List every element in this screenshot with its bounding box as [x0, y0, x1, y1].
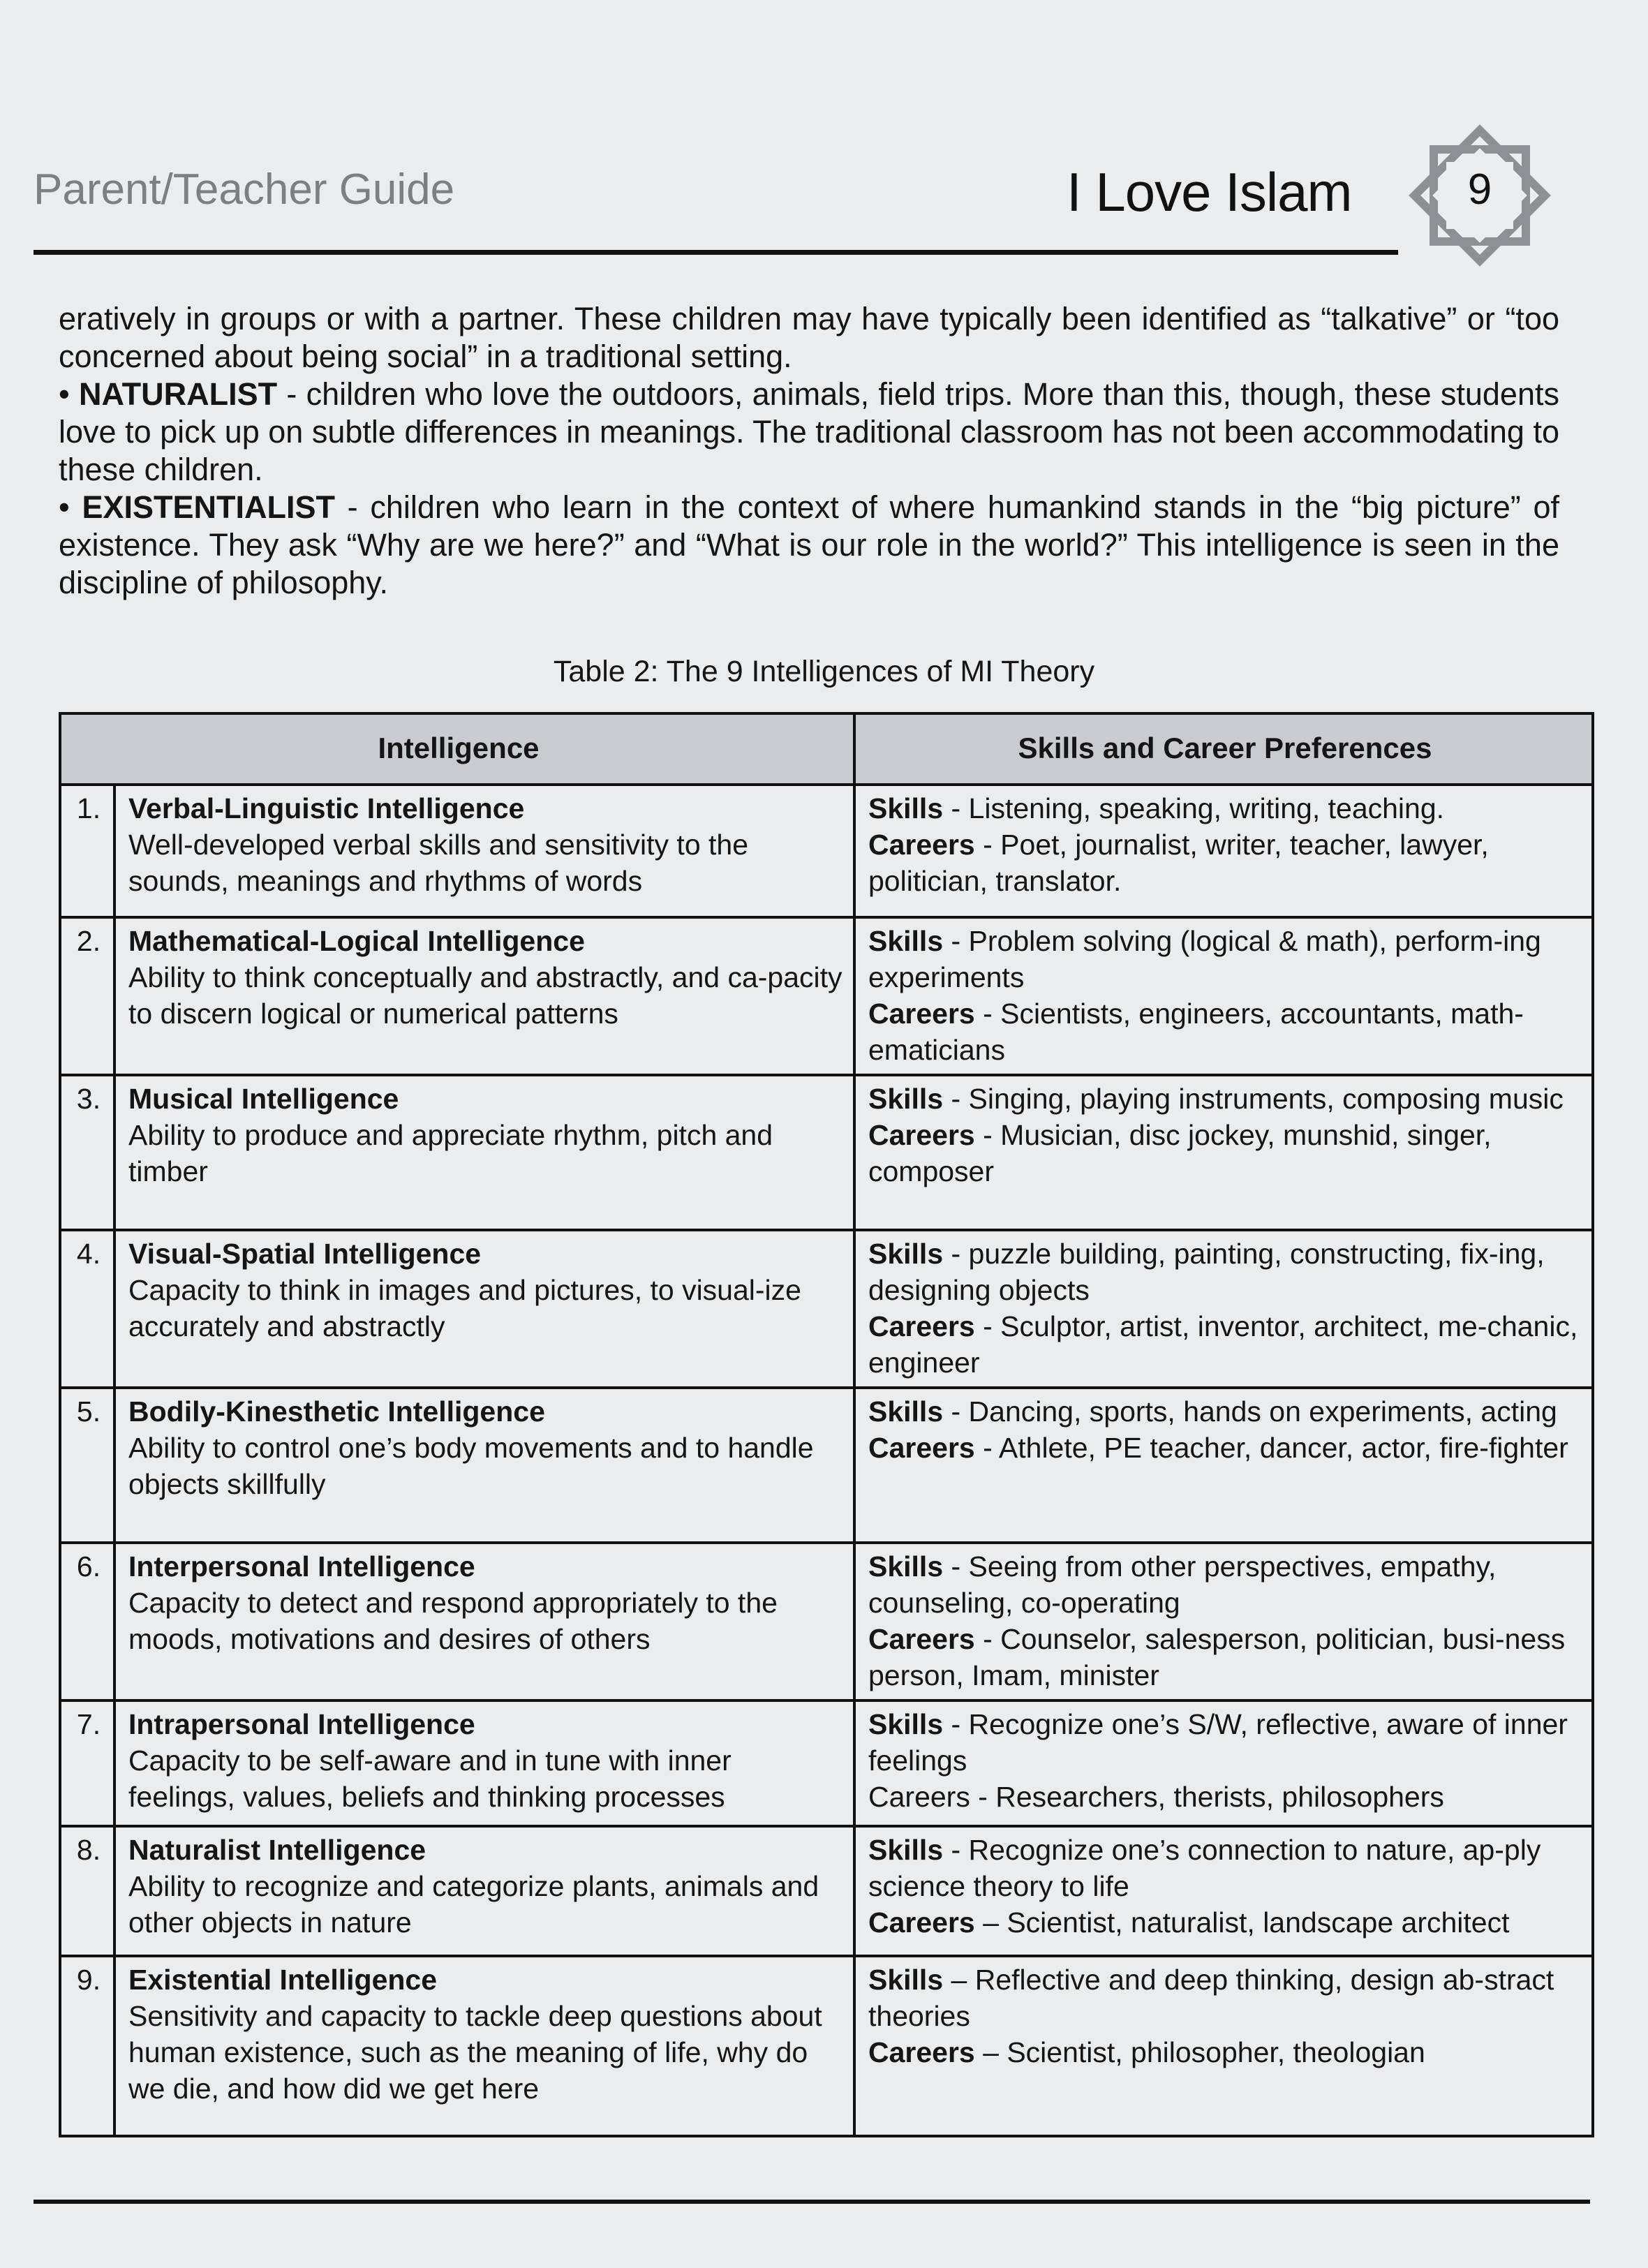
skills-text: - Recognize one’s connection to nature, ap-ply science theory to life — [868, 1834, 1541, 1902]
skills-text: - puzzle building, painting, constructing, fix-ing, designing objects — [868, 1238, 1545, 1306]
careers-text: – Scientist, naturalist, landscape architect — [974, 1906, 1510, 1939]
row-number: 3. — [60, 1075, 114, 1230]
intelligence-cell — [114, 1826, 854, 1956]
footer-rule — [34, 2200, 1590, 2204]
table-row — [60, 785, 1593, 917]
header-skills-careers: Skills and Career Preferences — [854, 713, 1593, 785]
careers-line — [868, 1621, 1582, 1693]
table-header-row — [60, 713, 1593, 785]
intelligence-name: Mathematical-Logical Intelligence — [128, 925, 585, 957]
paragraph-naturalist — [59, 376, 1559, 489]
table-row — [60, 917, 1593, 1075]
skills-label: Skills — [868, 925, 944, 957]
intelligence-description: Ability to produce and appreciate rhythm, pitch and timber — [128, 1119, 773, 1187]
skills-label: Skills — [868, 1708, 944, 1740]
skills-line — [868, 1548, 1582, 1621]
careers-label: Careers — [868, 1432, 975, 1464]
skills-label: Skills — [868, 1550, 944, 1583]
skills-label: Skills — [868, 1395, 944, 1428]
intelligence-name: Visual-Spatial Intelligence — [128, 1238, 482, 1270]
intelligence-cell — [114, 1075, 854, 1230]
careers-line — [868, 1430, 1582, 1466]
intelligence-name: Naturalist Intelligence — [128, 1834, 426, 1866]
careers-label: Careers — [868, 2036, 975, 2068]
naturalist-description: - children who love the outdoors, animals, field trips. More than this, though, these students love to pick up on subtle differences in meanings. The traditional classroom has not been accommodating to these children. — [59, 376, 1559, 487]
careers-line — [868, 995, 1582, 1068]
row-number: 1. — [60, 785, 114, 917]
row-number: 4. — [60, 1230, 114, 1388]
table-row — [60, 1956, 1593, 2136]
skills-line — [868, 1081, 1582, 1117]
skills-line — [868, 923, 1582, 995]
skills-line — [868, 1236, 1582, 1308]
intelligence-cell — [114, 1388, 854, 1543]
intelligence-name: Existential Intelligence — [128, 1964, 438, 1996]
paragraph-interpersonal-continued: eratively in groups or with a partner. These children may have typically been identified as “talkative” or “too concerned about being social” in a traditional setting. — [59, 301, 1559, 374]
skills-line — [868, 790, 1582, 827]
careers-line — [868, 1117, 1582, 1189]
intelligence-name: Bodily-Kinesthetic Intelligence — [128, 1395, 545, 1428]
careers-line — [868, 2034, 1582, 2070]
intelligence-description: Ability to recognize and categorize plants, animals and other objects in nature — [128, 1870, 819, 1939]
skills-label: Skills — [868, 1083, 944, 1115]
intelligence-description: Sensitivity and capacity to tackle deep questions about human existence, such as the meaning of life, why do we die, and how did we get here — [128, 2000, 822, 2105]
row-number: 7. — [60, 1700, 114, 1826]
careers-label: Careers — [868, 1310, 975, 1342]
skills-careers-cell — [854, 1543, 1593, 1700]
skills-careers-cell — [854, 1700, 1593, 1826]
skills-text: – Reflective and deep thinking, design ab-stract theories — [868, 1964, 1554, 2032]
skills-text: - Singing, playing instruments, composing music — [943, 1083, 1564, 1115]
intelligence-description: Ability to think conceptually and abstractly, and ca-pacity to discern logical or numerical patterns — [128, 961, 842, 1030]
guide-label: Parent/Teacher Guide — [34, 165, 455, 214]
bullet: • — [59, 489, 82, 525]
skills-careers-cell — [854, 1230, 1593, 1388]
intelligence-cell — [114, 1230, 854, 1388]
body-text — [59, 300, 1559, 602]
skills-label: Skills — [868, 1834, 944, 1866]
header-rule — [34, 250, 1398, 255]
careers-text: - Counselor, salesperson, politician, busi-ness person, Imam, minister — [868, 1623, 1566, 1691]
careers-line — [868, 827, 1582, 899]
intelligence-description: Capacity to detect and respond appropriately to the moods, motivations and desires of others — [128, 1587, 778, 1655]
table-body — [60, 785, 1593, 2136]
skills-text: - Seeing from other perspectives, empathy, counseling, co-operating — [868, 1550, 1497, 1619]
careers-line — [868, 1779, 1582, 1815]
page-number: 9 — [1467, 165, 1492, 214]
skills-text: - Problem solving (logical & math), perform-ing experiments — [868, 925, 1541, 993]
intelligence-description: Ability to control one’s body movements and to handle objects skillfully — [128, 1432, 814, 1500]
intelligence-description: Well-developed verbal skills and sensitivity to the sounds, meanings and rhythms of words — [128, 829, 749, 897]
intelligence-description: Capacity to think in images and pictures, to visual-ize accurately and abstractly — [128, 1274, 801, 1342]
careers-label: Careers — [868, 829, 975, 861]
table-row — [60, 1826, 1593, 1956]
intelligence-cell — [114, 917, 854, 1075]
skills-line — [868, 1832, 1582, 1904]
table-row — [60, 1543, 1593, 1700]
intelligence-name: Interpersonal Intelligence — [128, 1550, 475, 1583]
intelligences-table — [59, 712, 1594, 2137]
intelligence-name: Verbal-Linguistic Intelligence — [128, 792, 525, 824]
row-number: 8. — [60, 1826, 114, 1956]
row-number: 6. — [60, 1543, 114, 1700]
careers-text: - Athlete, PE teacher, dancer, actor, fire-fighter — [974, 1432, 1568, 1464]
term-existentialist: EXISTENTIALIST — [82, 489, 335, 525]
careers-text: - Scientists, engineers, accountants, math-ematicians — [868, 998, 1524, 1066]
careers-line — [868, 1308, 1582, 1381]
careers-line — [868, 1904, 1582, 1941]
careers-label: Careers — [868, 1119, 975, 1151]
skills-label: Skills — [868, 1238, 944, 1270]
intelligence-cell — [114, 1543, 854, 1700]
table-row — [60, 1075, 1593, 1230]
skills-text: - Listening, speaking, writing, teaching. — [943, 792, 1445, 824]
skills-text: - Recognize one’s S/W, reflective, aware of inner feelings — [868, 1708, 1568, 1777]
paragraph-existentialist — [59, 489, 1559, 602]
skills-line — [868, 1706, 1582, 1779]
intelligence-cell — [114, 1700, 854, 1826]
skills-careers-cell — [854, 785, 1593, 917]
skills-label: Skills — [868, 1964, 944, 1996]
row-number: 2. — [60, 917, 114, 1075]
skills-careers-cell — [854, 1826, 1593, 1956]
skills-careers-cell — [854, 1075, 1593, 1230]
book-title: I Love Islam — [1067, 161, 1352, 223]
skills-line — [868, 1393, 1582, 1430]
row-number: 5. — [60, 1388, 114, 1543]
skills-careers-cell — [854, 1388, 1593, 1543]
bullet: • — [59, 376, 79, 412]
careers-label: Careers — [868, 998, 975, 1030]
intelligence-description: Capacity to be self-aware and in tune with inner feelings, values, beliefs and thinking processes — [128, 1744, 732, 1813]
existentialist-description: - children who learn in the context of where humankind stands in the “big picture” of existence. They ask “Why are we here?” and “What is our role in the world?” This intelligence is seen in the discipline of philosophy. — [59, 489, 1559, 600]
skills-careers-cell — [854, 1956, 1593, 2136]
skills-line — [868, 1962, 1582, 2034]
table-row — [60, 1230, 1593, 1388]
intelligence-name: Musical Intelligence — [128, 1083, 399, 1115]
careers-text: Careers - Researchers, therists, philosophers — [868, 1781, 1444, 1813]
careers-text: – Scientist, philosopher, theologian — [974, 2036, 1425, 2068]
intelligence-cell — [114, 1956, 854, 2136]
table-caption: Table 2: The 9 Intelligences of MI Theory — [553, 655, 1095, 688]
intelligence-cell — [114, 785, 854, 917]
careers-text: - Poet, journalist, writer, teacher, lawyer, politician, translator. — [868, 829, 1489, 897]
header-intelligence: Intelligence — [60, 713, 854, 785]
careers-text: - Musician, disc jockey, munshid, singer, composer — [868, 1119, 1492, 1187]
table-row — [60, 1700, 1593, 1826]
careers-label: Careers — [868, 1906, 975, 1939]
skills-text: - Dancing, sports, hands on experiments, acting — [943, 1395, 1557, 1428]
term-naturalist: NATURALIST — [78, 376, 278, 412]
careers-text: - Sculptor, artist, inventor, architect, me-chanic, engineer — [868, 1310, 1578, 1379]
careers-label: Careers — [868, 1623, 975, 1655]
table-row — [60, 1388, 1593, 1543]
skills-careers-cell — [854, 917, 1593, 1075]
skills-label: Skills — [868, 792, 944, 824]
row-number: 9. — [60, 1956, 114, 2136]
intelligence-name: Intrapersonal Intelligence — [128, 1708, 475, 1740]
